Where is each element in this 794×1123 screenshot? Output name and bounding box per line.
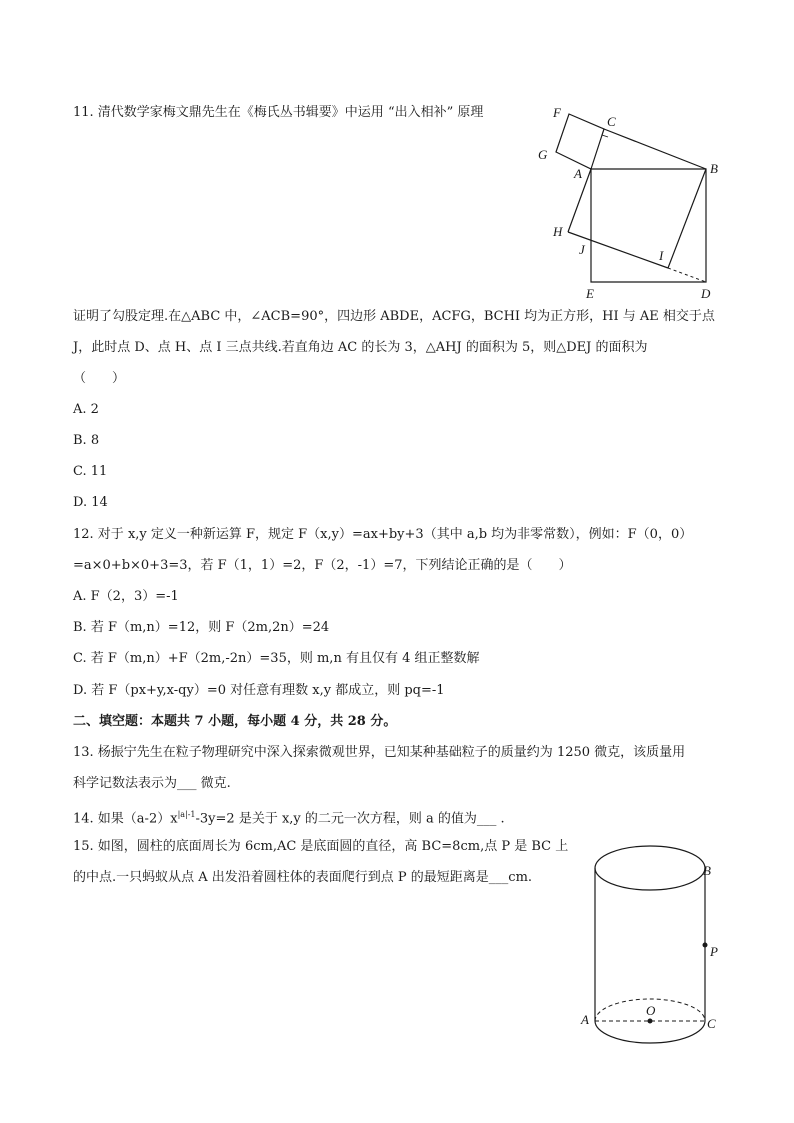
cyl-label-a: A <box>581 1012 589 1027</box>
section-fill-in-heading: 二、填空题：本题共 7 小题，每小题 4 分，共 28 分。 <box>73 714 397 729</box>
cylinder-top-ellipse <box>595 846 705 890</box>
q12-option-a: A. F（2，3）=-1 <box>73 589 179 604</box>
cyl-label-o: O <box>646 1003 656 1018</box>
q14-pre: 14. 如果（a-2）x <box>73 811 178 827</box>
label-f: F <box>553 105 561 120</box>
q14-post: -3y=2 是关于 x,y 的二元一次方程，则 a 的值为___ . <box>195 811 505 827</box>
q11-line3: J，此时点 D、点 H、点 I 三点共线.若直角边 AC 的长为 3，△AHJ 的面积为 5，则△DEJ 的面积为 <box>73 340 648 355</box>
label-a: A <box>574 166 582 181</box>
segment-cb <box>604 129 706 169</box>
q11-option-b: B. 8 <box>73 433 100 448</box>
square-abde <box>591 169 706 282</box>
q14-line <box>73 806 505 828</box>
label-e: E <box>586 286 594 301</box>
q15-line1: 15. 如图，圆柱的底面周长为 6cm,AC 是底面圆的直径，高 BC=8cm,点 P 是 BC 上 <box>73 839 569 854</box>
label-g: G <box>538 147 548 162</box>
q12-option-c: C. 若 F（m,n）+F（2m,-2n）=35，则 m,n 有且仅有 4 组正整数解 <box>73 651 480 666</box>
segment-id-dashed <box>668 268 706 282</box>
q12-option-b: B. 若 F（m,n）=12，则 F（2m,2n）=24 <box>73 620 330 635</box>
label-c: C <box>607 114 616 129</box>
label-d: D <box>701 286 711 301</box>
q11-paren: （ ） <box>73 371 126 386</box>
q13-line2: 科学记数法表示为___ 微克. <box>73 776 231 791</box>
q15-cylinder-figure <box>575 840 735 1055</box>
cyl-label-p: P <box>710 944 718 959</box>
point-o-dot <box>648 1019 653 1024</box>
q12-line1: 12. 对于 x,y 定义一种新运算 F，规定 F（x,y）=ax+by+3（其中 a,b 均为非零常数），例如：F（0，0） <box>73 527 693 542</box>
cylinder-bottom-front <box>595 1021 705 1043</box>
label-b: B <box>710 161 718 176</box>
square-acfg <box>556 114 604 169</box>
q11-line2: 证明了勾股定理.在△ABC 中，∠ACB=90°，四边形 ABDE，ACFG，BCHI 均为正方形，HI 与 AE 相交于点 <box>73 309 715 324</box>
q15-line2: 的中点.一只蚂蚁从点 A 出发沿着圆柱体的表面爬行到点 P 的最短距离是___cm. <box>73 870 533 885</box>
q14-exponent: |a|-1 <box>177 810 196 819</box>
label-i: I <box>659 248 664 263</box>
q11-option-c: C. 11 <box>73 464 108 479</box>
q13-line1: 13. 杨振宁先生在粒子物理研究中深入探索微观世界，已知某种基础粒子的质量约为 1250 微克，该质量用 <box>73 745 686 760</box>
label-h: H <box>553 224 563 239</box>
q11-line1: 11. 清代数学家梅文鼎先生在《梅氏丛书辑要》中运用 “出入相补” 原理 <box>73 105 484 120</box>
q11-option-d: D. 14 <box>73 495 108 510</box>
label-j: J <box>579 242 585 257</box>
q12-line2: =a×0+b×0+3=3，若 F（1，1）=2，F（2，-1）=7，下列结论正确的是（ ） <box>73 558 572 573</box>
segment-ib <box>668 169 706 268</box>
point-p-dot <box>703 943 708 948</box>
q11-option-a: A. 2 <box>73 402 99 417</box>
q11-figure <box>530 100 730 305</box>
cyl-label-b: B <box>703 863 711 878</box>
q12-option-d: D. 若 F（px+y,x-qy）=0 对任意有理数 x,y 都成立，则 pq=-1 <box>73 683 445 698</box>
cyl-label-c: C <box>707 1016 716 1031</box>
